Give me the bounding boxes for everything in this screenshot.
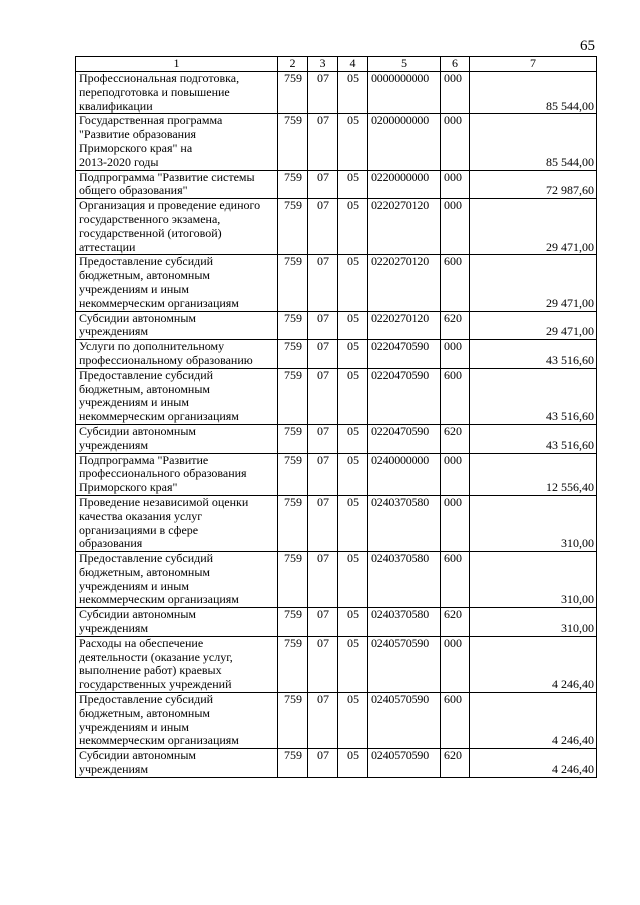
grbs-code-cell: 759 (278, 340, 308, 369)
grbs-code-cell: 759 (278, 72, 308, 114)
item-name-cell (76, 453, 278, 495)
item-name-line: бюджетным, автономным (79, 381, 210, 396)
section-code-cell: 07 (308, 495, 338, 551)
item-name-line: Субсидии автономным (79, 748, 196, 763)
target-article-code-cell: 0220470590 (368, 424, 441, 453)
item-name-cell (76, 311, 278, 340)
target-article-code-cell: 0200000000 (368, 114, 441, 170)
item-name-line: образования (79, 536, 143, 551)
grbs-code-cell: 759 (278, 114, 308, 170)
item-name-line: учреждениям и иным (79, 395, 189, 410)
item-name-line: Предоставление субсидий (79, 254, 214, 269)
expense-type-code-cell: 620 (441, 424, 470, 453)
item-name-line: Проведение независимой оценки (79, 494, 249, 509)
item-name-line: Подпрограмма "Развитие (79, 452, 209, 467)
target-article-code-cell: 0220470590 (368, 368, 441, 424)
item-name-line: Предоставление субсидий (79, 551, 214, 566)
table-row (76, 636, 597, 692)
expense-type-code-cell: 000 (441, 636, 470, 692)
grbs-code-cell: 759 (278, 424, 308, 453)
grbs-code-cell: 759 (278, 255, 308, 311)
table-body (76, 72, 597, 778)
item-name-cell (76, 636, 278, 692)
table-row (76, 608, 597, 637)
item-name-cell (76, 608, 278, 637)
item-name-line: некоммерческим организациям (79, 733, 239, 748)
expense-type-code-cell: 620 (441, 311, 470, 340)
expense-type-code-cell: 000 (441, 170, 470, 199)
item-name-line: 2013-2020 годы (79, 154, 159, 169)
item-name-line: Субсидии автономным (79, 607, 196, 622)
table-row (76, 340, 597, 369)
target-article-code-cell: 0240570590 (368, 693, 441, 749)
section-code-cell: 07 (308, 114, 338, 170)
item-name-line: Приморского края" (79, 480, 178, 495)
item-name-line: квалификации (79, 98, 153, 113)
grbs-code-cell: 759 (278, 749, 308, 778)
section-code-cell: 07 (308, 199, 338, 255)
item-name-line: деятельности (оказание услуг, (79, 649, 233, 664)
amount-cell: 43 516,60 (470, 424, 597, 453)
section-code-cell: 07 (308, 636, 338, 692)
expense-type-code-cell: 000 (441, 199, 470, 255)
item-name-cell (76, 693, 278, 749)
subsection-code-cell: 05 (338, 636, 368, 692)
section-code-cell: 07 (308, 170, 338, 199)
amount-cell: 310,00 (470, 495, 597, 551)
amount-cell: 4 246,40 (470, 636, 597, 692)
item-name-line: качества оказания услуг (79, 508, 203, 523)
target-article-code-cell: 0240000000 (368, 453, 441, 495)
table-row (76, 311, 597, 340)
subsection-code-cell: 05 (338, 424, 368, 453)
table-row (76, 424, 597, 453)
expense-type-code-cell: 600 (441, 693, 470, 749)
item-name-cell (76, 255, 278, 311)
item-name-line: учреждениям (79, 621, 149, 636)
amount-cell: 310,00 (470, 608, 597, 637)
table-row (76, 114, 597, 170)
section-code-cell: 07 (308, 608, 338, 637)
target-article-code-cell: 0220270120 (368, 255, 441, 311)
grbs-code-cell: 759 (278, 636, 308, 692)
expense-type-code-cell: 000 (441, 453, 470, 495)
subsection-code-cell: 05 (338, 608, 368, 637)
section-code-cell: 07 (308, 693, 338, 749)
amount-cell: 29 471,00 (470, 255, 597, 311)
item-name-line: "Развитие образования (79, 127, 197, 142)
section-code-cell: 07 (308, 340, 338, 369)
item-name-line: государственной (итоговой) (79, 225, 222, 240)
item-name-line: Приморского края" на (79, 140, 193, 155)
header-cell: 5 (368, 57, 441, 72)
item-name-line: профессионального образования (79, 466, 247, 481)
grbs-code-cell: 759 (278, 453, 308, 495)
item-name-line: учреждениям и иным (79, 281, 189, 296)
item-name-line: Государственная программа (79, 113, 223, 128)
section-code-cell: 07 (308, 552, 338, 608)
section-code-cell: 07 (308, 255, 338, 311)
section-code-cell: 07 (308, 72, 338, 114)
expense-type-code-cell: 000 (441, 114, 470, 170)
header-row (76, 57, 597, 72)
subsection-code-cell: 05 (338, 255, 368, 311)
subsection-code-cell: 05 (338, 72, 368, 114)
item-name-line: аттестации (79, 239, 136, 254)
grbs-code-cell: 759 (278, 311, 308, 340)
grbs-code-cell: 759 (278, 608, 308, 637)
amount-cell: 85 544,00 (470, 114, 597, 170)
expense-type-code-cell: 620 (441, 749, 470, 778)
expense-type-code-cell: 000 (441, 495, 470, 551)
section-code-cell: 07 (308, 749, 338, 778)
item-name-line: Расходы на обеспечение (79, 635, 204, 650)
item-name-line: учреждениям и иным (79, 578, 189, 593)
subsection-code-cell: 05 (338, 749, 368, 778)
item-name-line: организациями в сфере (79, 522, 199, 537)
header-cell: 2 (278, 57, 308, 72)
table-row (76, 199, 597, 255)
header-cell: 7 (470, 57, 597, 72)
table-row (76, 693, 597, 749)
header-cell: 6 (441, 57, 470, 72)
item-name-line: государственного экзамена, (79, 211, 221, 226)
item-name-cell (76, 340, 278, 369)
item-name-line: Предоставление субсидий (79, 367, 214, 382)
grbs-code-cell: 759 (278, 693, 308, 749)
target-article-code-cell: 0240570590 (368, 749, 441, 778)
table-row (76, 72, 597, 114)
amount-cell: 4 246,40 (470, 693, 597, 749)
item-name-line: учреждениям (79, 324, 149, 339)
item-name-cell (76, 749, 278, 778)
table-row (76, 749, 597, 778)
expense-type-code-cell: 600 (441, 368, 470, 424)
item-name-line: бюджетным, автономным (79, 564, 210, 579)
subsection-code-cell: 05 (338, 552, 368, 608)
header-cell: 3 (308, 57, 338, 72)
section-code-cell: 07 (308, 368, 338, 424)
item-name-line: некоммерческим организациям (79, 295, 239, 310)
amount-cell: 72 987,60 (470, 170, 597, 199)
target-article-code-cell: 0220270120 (368, 311, 441, 340)
item-name-line: общего образования" (79, 183, 188, 198)
subsection-code-cell: 05 (338, 693, 368, 749)
section-code-cell: 07 (308, 453, 338, 495)
table-row (76, 552, 597, 608)
subsection-code-cell: 05 (338, 170, 368, 199)
item-name-line: выполнение работ) краевых (79, 663, 222, 678)
target-article-code-cell: 0240370580 (368, 495, 441, 551)
item-name-line: профессиональному образованию (79, 352, 253, 367)
amount-cell: 43 516,60 (470, 368, 597, 424)
expense-type-code-cell: 620 (441, 608, 470, 637)
item-name-line: учреждениям (79, 437, 149, 452)
target-article-code-cell: 0220000000 (368, 170, 441, 199)
budget-table (75, 56, 597, 778)
amount-cell: 29 471,00 (470, 199, 597, 255)
item-name-line: бюджетным, автономным (79, 268, 210, 283)
expense-type-code-cell: 000 (441, 340, 470, 369)
subsection-code-cell: 05 (338, 368, 368, 424)
item-name-cell (76, 114, 278, 170)
header-cell: 4 (338, 57, 368, 72)
item-name-line: Предоставление субсидий (79, 692, 214, 707)
subsection-code-cell: 05 (338, 199, 368, 255)
section-code-cell: 07 (308, 311, 338, 340)
item-name-line: Профессиональная подготовка, (79, 71, 240, 85)
target-article-code-cell: 0220470590 (368, 340, 441, 369)
target-article-code-cell: 0240370580 (368, 552, 441, 608)
grbs-code-cell: 759 (278, 552, 308, 608)
item-name-line: государственных учреждений (79, 677, 232, 692)
target-article-code-cell: 0240570590 (368, 636, 441, 692)
item-name-cell (76, 368, 278, 424)
header-cell: 1 (76, 57, 278, 72)
page-number: 65 (580, 38, 595, 54)
subsection-code-cell: 05 (338, 114, 368, 170)
item-name-line: Организация и проведение единого (79, 198, 261, 213)
item-name-line: некоммерческим организациям (79, 592, 239, 607)
grbs-code-cell: 759 (278, 199, 308, 255)
subsection-code-cell: 05 (338, 453, 368, 495)
section-code-cell: 07 (308, 424, 338, 453)
amount-cell: 85 544,00 (470, 72, 597, 114)
item-name-line: некоммерческим организациям (79, 409, 239, 424)
amount-cell: 12 556,40 (470, 453, 597, 495)
subsection-code-cell: 05 (338, 495, 368, 551)
expense-type-code-cell: 600 (441, 255, 470, 311)
item-name-line: переподготовка и повышение (79, 84, 230, 99)
table-row (76, 170, 597, 199)
table-row (76, 495, 597, 551)
table-row (76, 453, 597, 495)
grbs-code-cell: 759 (278, 368, 308, 424)
item-name-cell (76, 170, 278, 199)
item-name-line: учреждениям и иным (79, 719, 189, 734)
amount-cell: 4 246,40 (470, 749, 597, 778)
item-name-line: Подпрограмма "Развитие системы (79, 169, 255, 184)
amount-cell: 310,00 (470, 552, 597, 608)
item-name-line: Услуги по дополнительному (79, 339, 225, 354)
expense-type-code-cell: 000 (441, 72, 470, 114)
table-row (76, 255, 597, 311)
item-name-cell (76, 199, 278, 255)
amount-cell: 29 471,00 (470, 311, 597, 340)
item-name-line: учреждениям (79, 762, 149, 777)
subsection-code-cell: 05 (338, 340, 368, 369)
grbs-code-cell: 759 (278, 170, 308, 199)
item-name-line: Субсидии автономным (79, 423, 196, 438)
item-name-cell (76, 495, 278, 551)
grbs-code-cell: 759 (278, 495, 308, 551)
table-row (76, 368, 597, 424)
target-article-code-cell: 0240370580 (368, 608, 441, 637)
target-article-code-cell: 0220270120 (368, 199, 441, 255)
subsection-code-cell: 05 (338, 311, 368, 340)
item-name-line: бюджетным, автономным (79, 705, 210, 720)
amount-cell: 43 516,60 (470, 340, 597, 369)
expense-type-code-cell: 600 (441, 552, 470, 608)
item-name-cell (76, 424, 278, 453)
item-name-cell (76, 72, 278, 114)
target-article-code-cell: 0000000000 (368, 72, 441, 114)
item-name-line: Субсидии автономным (79, 310, 196, 325)
item-name-cell (76, 552, 278, 608)
